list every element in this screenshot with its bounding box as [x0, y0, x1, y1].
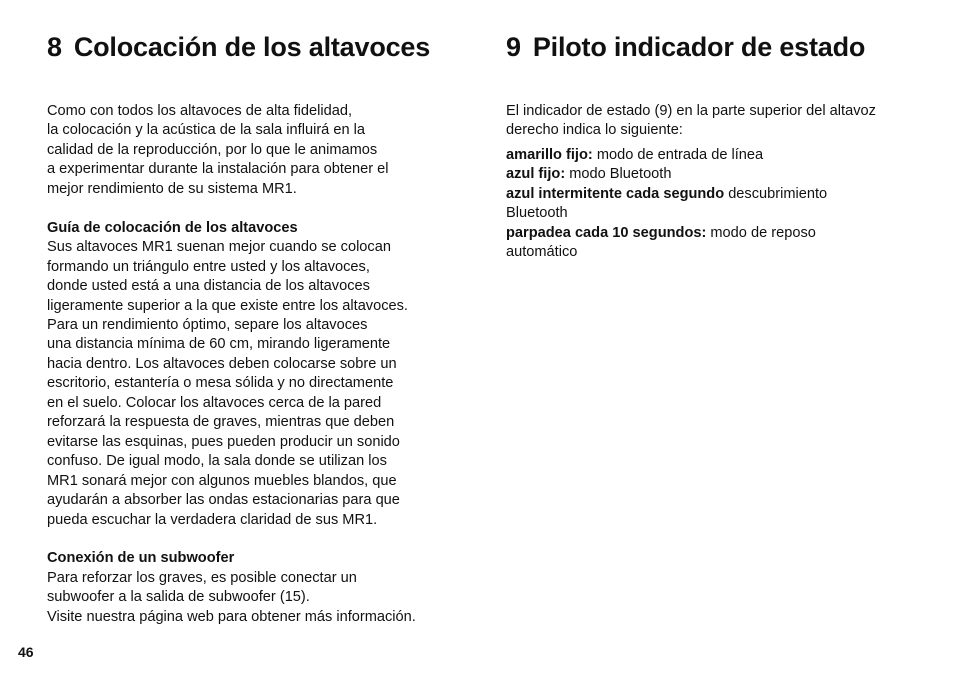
status-intro-line: derecho indica lo siguiente: [506, 122, 683, 139]
paragraph-gap [47, 530, 472, 549]
status-description-continued: automático [506, 244, 578, 261]
guide-line: pueda escuchar la verdadera claridad de sus MR1. [47, 511, 378, 528]
guide-line: confuso. De igual modo, la sala donde se utilizan los [47, 453, 387, 470]
status-description: modo Bluetooth [565, 166, 672, 183]
status-description: modo de entrada de línea [592, 146, 764, 163]
guide-line: Sus altavoces MR1 suenan mejor cuando se colocan [47, 239, 391, 256]
guide-line: Para un rendimiento óptimo, separe los altavoces [47, 316, 368, 333]
intro-line: mejor rendimiento de su sistema MR1. [47, 180, 297, 197]
status-intro-line: El indicador de estado (9) en la parte superior del altavoz [506, 103, 876, 119]
section-8-number: 8 [47, 32, 62, 62]
intro-line: la colocación y la acústica de la sala influirá en la [47, 122, 365, 139]
status-label: azul fijo: [506, 166, 566, 183]
section-9-number: 9 [506, 32, 521, 62]
subwoofer-line: Para reforzar los graves, es posible conectar un [47, 569, 357, 586]
subwoofer-section [47, 549, 472, 627]
guide-line: una distancia mínima de 60 cm, mirando ligeramente [47, 336, 391, 353]
left-column [47, 102, 472, 627]
guide-line: reforzará la respuesta de graves, mientras que deben [47, 414, 395, 431]
status-description: descubrimiento [724, 185, 828, 202]
status-item-blue-blink [506, 185, 936, 204]
guide-line: en el suelo. Colocar los altavoces cerca de la pared [47, 394, 382, 411]
status-description: modo de reposo [706, 224, 816, 241]
guide-section [47, 219, 472, 530]
guide-line: MR1 sonará mejor con algunos muebles blandos, que [47, 472, 397, 489]
guide-subheading: Guía de colocación de los altavoces [47, 219, 298, 236]
guide-line: evitarse las esquinas, pues pueden producir un sonido [47, 433, 400, 450]
guide-line: donde usted está a una distancia de los altavoces [47, 278, 370, 295]
status-item-blue [506, 165, 936, 184]
intro-line: Como con todos los altavoces de alta fidelidad, [47, 103, 353, 119]
section-8-title: Colocación de los altavoces [73, 32, 431, 62]
section-9-heading [506, 30, 865, 64]
guide-line: hacia dentro. Los altavoces deben colocarse sobre un [47, 355, 397, 372]
status-item-yellow [506, 146, 936, 165]
status-item-blink-10s [506, 224, 936, 243]
section-9-title: Piloto indicador de estado [532, 32, 866, 62]
guide-line: ayudarán a absorber las ondas estacionarias para que [47, 492, 400, 509]
guide-line: escritorio, estantería o mesa sólida y no directamente [47, 375, 394, 392]
page-number: 46 [18, 644, 34, 660]
status-description-continued: Bluetooth [506, 205, 568, 222]
subwoofer-line: Visite nuestra página web para obtener más información. [47, 608, 416, 625]
subwoofer-subheading: Conexión de un subwoofer [47, 550, 235, 567]
intro-line: calidad de la reproducción, por lo que le animamos [47, 141, 378, 158]
intro-line: a experimentar durante la instalación para obtener el [47, 161, 389, 178]
paragraph-gap [47, 199, 472, 218]
status-intro [506, 102, 936, 141]
guide-line: ligeramente superior a la que existe entre los altavoces. [47, 297, 408, 314]
right-column [506, 102, 936, 263]
status-label: amarillo fijo: [506, 146, 593, 163]
subwoofer-line: subwoofer a la salida de subwoofer (15). [47, 589, 310, 606]
status-label: azul intermitente cada segundo [506, 185, 725, 202]
intro-paragraph [47, 102, 472, 199]
guide-line: formando un triángulo entre usted y los altavoces, [47, 258, 370, 275]
status-label: parpadea cada 10 segundos: [506, 224, 707, 241]
section-8-heading [47, 30, 430, 64]
status-list [506, 146, 936, 263]
